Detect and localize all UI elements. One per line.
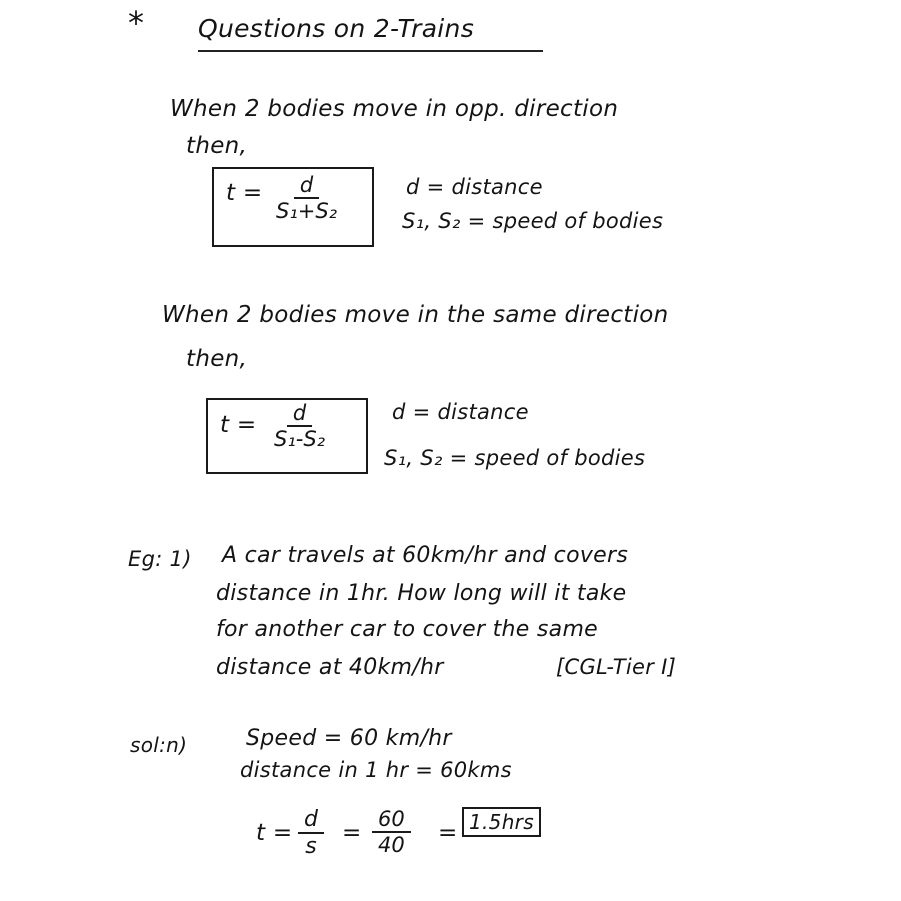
title-star: * bbox=[128, 4, 145, 42]
example-source-tag: [CGL-Tier I] bbox=[556, 655, 677, 679]
solution-frac1-denominator: s bbox=[305, 834, 317, 860]
opposite-line1: When 2 bodies move in opp. direction bbox=[170, 96, 619, 122]
same-def-speed: S₁, S₂ = speed of bodies bbox=[384, 446, 646, 470]
solution-fraction-values bbox=[372, 808, 411, 856]
solution-frac2-numerator: 60 bbox=[372, 808, 411, 833]
solution-label: sol:n) bbox=[130, 733, 188, 757]
title-underline bbox=[198, 50, 543, 52]
same-def-distance: d = distance bbox=[392, 400, 529, 424]
solution-frac1-numerator: d bbox=[298, 808, 324, 834]
example-label: Eg: 1) bbox=[128, 547, 192, 571]
solution-equals-1: = bbox=[342, 820, 362, 846]
same-line1: When 2 bodies move in the same direction bbox=[162, 302, 669, 328]
solution-line1: Speed = 60 km/hr bbox=[246, 726, 452, 751]
solution-equals-2: = bbox=[438, 820, 458, 846]
example-line1: A car travels at 60km/hr and covers bbox=[222, 543, 629, 568]
opposite-numerator: d bbox=[294, 174, 319, 199]
solution-fraction-ds bbox=[298, 808, 324, 858]
opposite-formula-t: t = bbox=[226, 180, 263, 206]
solution-line2: distance in 1 hr = 60kms bbox=[240, 758, 512, 782]
same-formula-t: t = bbox=[220, 412, 257, 438]
same-fraction bbox=[274, 402, 325, 450]
opposite-line2: then, bbox=[186, 133, 248, 159]
opposite-fraction bbox=[276, 174, 337, 222]
solution-answer bbox=[462, 810, 541, 834]
same-denominator: S₁-S₂ bbox=[274, 427, 326, 452]
opposite-denominator: S₁+S₂ bbox=[276, 199, 338, 224]
same-line2: then, bbox=[186, 346, 248, 372]
page-title: Questions on 2-Trains bbox=[198, 14, 475, 43]
solution-t-eq: t = bbox=[256, 820, 293, 846]
example-line2: distance in 1hr. How long will it take bbox=[216, 581, 627, 606]
solution-answer-box: 1.5hrs bbox=[462, 807, 541, 837]
opposite-def-speed: S₁, S₂ = speed of bodies bbox=[402, 209, 664, 233]
same-numerator: d bbox=[287, 402, 312, 427]
example-line4: distance at 40km/hr bbox=[216, 655, 444, 680]
solution-frac2-denominator: 40 bbox=[378, 833, 405, 858]
example-line3: for another car to cover the same bbox=[216, 617, 599, 642]
opposite-def-distance: d = distance bbox=[406, 175, 543, 199]
